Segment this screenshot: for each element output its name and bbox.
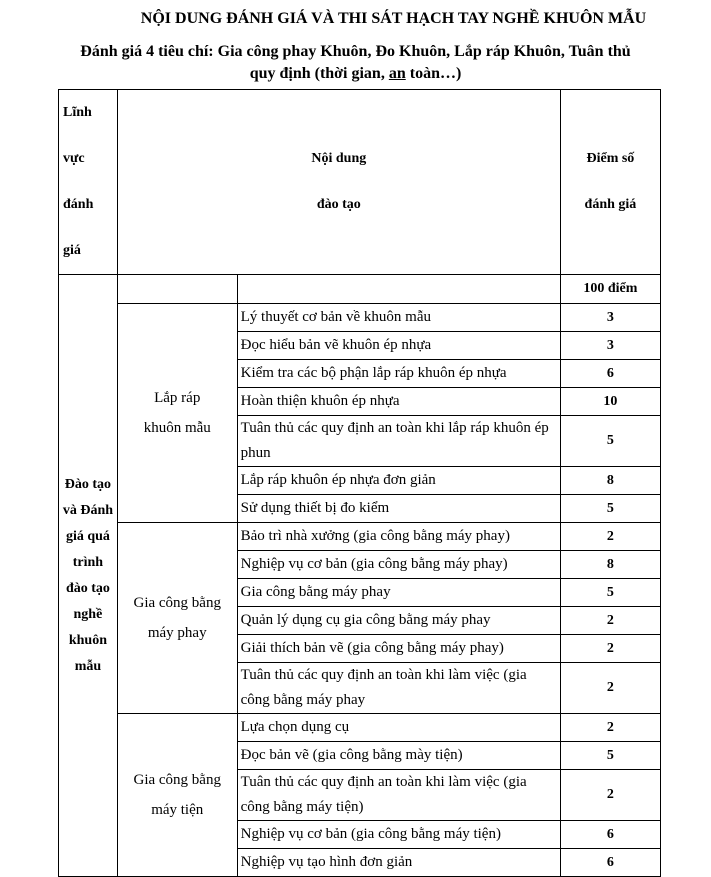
subtitle-line-2-part-a: quy định (thời gian,: [249, 65, 389, 82]
table-row: [59, 714, 661, 742]
score-cell: 3: [560, 304, 660, 332]
group-name-line1: Gia công bằng: [133, 595, 221, 611]
group-name-cell: [117, 304, 237, 523]
score-cell: 6: [560, 821, 660, 849]
score-cell: 3: [560, 332, 660, 360]
header-score-line1: Điểm số: [586, 151, 635, 166]
table-row: [59, 304, 661, 332]
subtitle-underlined-word: an: [388, 65, 406, 82]
group-name-line1: Gia công bằng: [133, 772, 221, 788]
table-body: [59, 275, 661, 877]
content-cell: Kiểm tra các bộ phận lắp ráp khuôn ép nhựa: [237, 360, 560, 388]
group-name-line1: Lắp ráp: [154, 390, 201, 406]
content-cell: Tuân thủ các quy định an toàn khi làm việc (gia công bằng máy phay: [237, 663, 560, 714]
score-cell: 2: [560, 607, 660, 635]
content-cell: Hoàn thiện khuôn ép nhựa: [237, 388, 560, 416]
content-cell: Nghiệp vụ cơ bản (gia công bằng máy tiện): [237, 821, 560, 849]
group-name-cell: [117, 523, 237, 714]
header-area-line1: Lĩnh vực: [63, 105, 92, 166]
content-cell: Quản lý dụng cụ gia công bằng máy phay: [237, 607, 560, 635]
header-content-line1: Nội dung: [311, 151, 367, 166]
total-row: [59, 275, 661, 304]
content-cell: Gia công bằng máy phay: [237, 579, 560, 607]
score-cell: 5: [560, 416, 660, 467]
header-content-line2: đào tạo: [316, 197, 361, 212]
score-cell: 5: [560, 495, 660, 523]
content-cell: Bảo trì nhà xưởng (gia công bằng máy phay): [237, 523, 560, 551]
score-cell: 5: [560, 742, 660, 770]
content-cell: Lựa chọn dụng cụ: [237, 714, 560, 742]
subtitle-line-1: Đánh giá 4 tiêu chí: Gia công phay Khuôn, Đo Khuôn, Lắp ráp Khuôn, Tuân thủ: [80, 43, 631, 60]
header-score: [560, 90, 660, 275]
score-cell: 6: [560, 360, 660, 388]
header-content: [117, 90, 560, 275]
content-cell: Lý thuyết cơ bản về khuôn mẫu: [237, 304, 560, 332]
score-cell: 8: [560, 467, 660, 495]
subtitle-line-2-part-c: toàn…): [405, 65, 462, 82]
content-cell: Đọc hiểu bản vẽ khuôn ép nhựa: [237, 332, 560, 360]
total-score: 100 điểm: [560, 275, 660, 304]
header-area: [59, 90, 118, 275]
header-score-line2: đánh giá: [584, 197, 637, 212]
score-cell: 2: [560, 635, 660, 663]
table-row: [59, 523, 661, 551]
content-cell: Lắp ráp khuôn ép nhựa đơn giản: [237, 467, 560, 495]
score-cell: 5: [560, 579, 660, 607]
group-name-line2: máy tiện: [151, 802, 204, 818]
score-cell: 6: [560, 849, 660, 877]
table-header-row: [59, 90, 661, 275]
content-cell: Tuân thủ các quy định an toàn khi làm việc (gia công bằng máy tiện): [237, 770, 560, 821]
area-cell: Đào tạo và Đánh giá quá trình đào tạo nghề khuôn mẫu: [59, 275, 118, 877]
score-cell: 2: [560, 663, 660, 714]
header-area-line2: đánh giá: [63, 197, 94, 258]
content-cell: Nghiệp vụ cơ bản (gia công bằng máy phay): [237, 551, 560, 579]
content-cell: Sử dụng thiết bị đo kiểm: [237, 495, 560, 523]
score-cell: 2: [560, 770, 660, 821]
document-title: NỘI DUNG ĐÁNH GIÁ VÀ THI SÁT HẠCH TAY NGHỀ KHUÔN MẪU: [140, 10, 647, 27]
group-name-line2: khuôn mẫu: [143, 420, 211, 436]
subtitle-line-2: [0, 63, 711, 85]
document-subtitle: [0, 41, 711, 85]
empty-cell: [117, 275, 237, 304]
group-name-line2: máy phay: [147, 625, 207, 641]
score-cell: 8: [560, 551, 660, 579]
score-cell: 10: [560, 388, 660, 416]
content-cell: Nghiệp vụ tạo hình đơn giản: [237, 849, 560, 877]
evaluation-table: [58, 89, 661, 877]
content-cell: Giải thích bản vẽ (gia công bằng máy phay): [237, 635, 560, 663]
group-name-cell: [117, 714, 237, 877]
content-cell: Đọc bản vẽ (gia công bằng mày tiện): [237, 742, 560, 770]
content-cell: Tuân thủ các quy định an toàn khi lắp ráp khuôn ép phun: [237, 416, 560, 467]
score-cell: 2: [560, 523, 660, 551]
score-cell: 2: [560, 714, 660, 742]
empty-cell: [237, 275, 560, 304]
